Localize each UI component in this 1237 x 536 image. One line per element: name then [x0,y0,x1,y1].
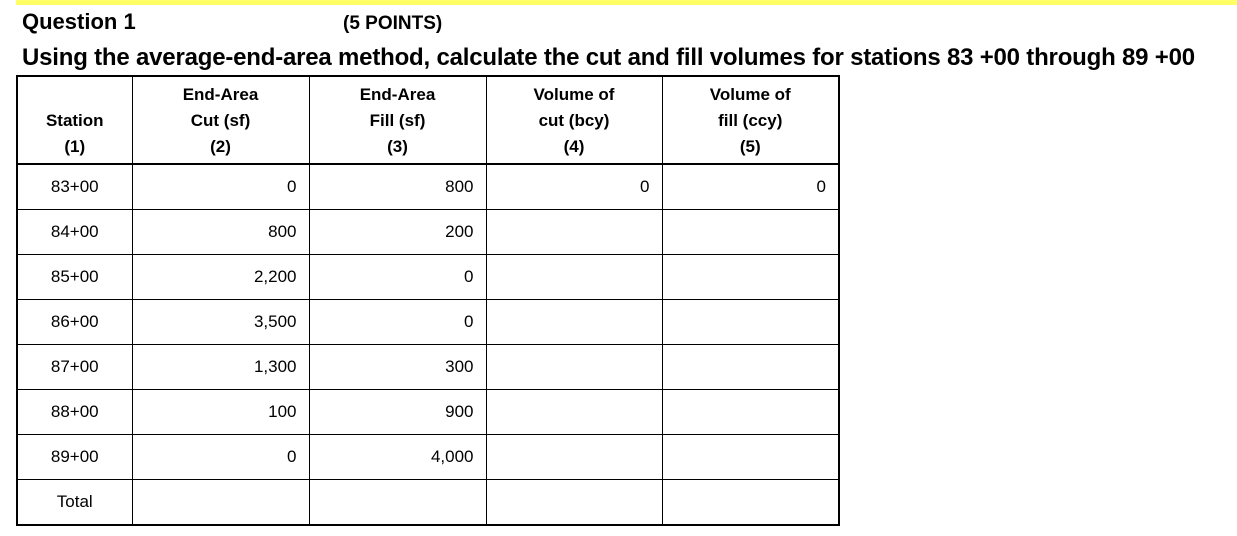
station-cell: 83+00 [17,164,132,210]
volume-cut-cell [486,300,662,345]
header-fill-area [309,76,486,164]
table-row [17,210,839,255]
station-cell: 84+00 [17,210,132,255]
volume-fill-cell [662,210,839,255]
cut-area-cell: 100 [132,390,309,435]
total-label: Total [17,480,132,526]
header-station-line-2: (1) [64,137,86,156]
cut-area-cell: 1,300 [132,345,309,390]
question-title: Question 1 [22,9,136,34]
question-instruction: Using the average-end-area method, calculate the cut and fill volumes for stations 83 +00 through 89 +00 [22,44,1195,71]
volume-fill-cell [662,300,839,345]
volume-fill-cell [662,435,839,480]
header-volume-cut [486,76,662,164]
header-cut-area-line-2: Cut (sf) [190,111,251,130]
cut-area-cell: 3,500 [132,300,309,345]
header-station [17,76,132,164]
volume-cut-cell [486,390,662,435]
total-row [17,480,839,526]
header-volume-fill [662,76,839,164]
header-station-line-1: Station [45,111,104,130]
fill-area-cell: 0 [309,255,486,300]
fill-area-cell: 0 [309,300,486,345]
table-row [17,345,839,390]
total-cut-area-cell [132,480,309,526]
station-cell: 89+00 [17,435,132,480]
cut-area-cell: 2,200 [132,255,309,300]
cut-area-cell: 0 [132,164,309,210]
volume-table [16,75,840,526]
header-volume-cut-line-2: cut (bcy) [538,111,610,130]
total-volume-cut-cell [486,480,662,526]
header-volume-fill-line-1: Volume of [709,85,791,104]
cut-area-cell: 0 [132,435,309,480]
volume-fill-cell [662,255,839,300]
header-volume-cut-line-3: (4) [563,137,585,156]
table-row [17,435,839,480]
header-volume-fill-line-2: fill (ccy) [718,111,783,130]
table-header-row [17,76,839,164]
total-fill-area-cell [309,480,486,526]
total-volume-fill-cell [662,480,839,526]
volume-cut-cell: 0 [486,164,662,210]
table-row [17,300,839,345]
fill-area-cell: 800 [309,164,486,210]
station-cell: 87+00 [17,345,132,390]
highlight-bar [16,0,1237,5]
cut-area-cell: 800 [132,210,309,255]
fill-area-cell: 4,000 [309,435,486,480]
header-volume-cut-line-1: Volume of [533,85,615,104]
table-row [17,255,839,300]
fill-area-cell: 300 [309,345,486,390]
header-cut-area-line-1: End-Area [182,85,259,104]
header-volume-fill-line-3: (5) [739,137,761,156]
header-fill-area-line-2: Fill (sf) [369,111,426,130]
station-cell: 86+00 [17,300,132,345]
volume-fill-cell: 0 [662,164,839,210]
station-cell: 88+00 [17,390,132,435]
header-cut-area [132,76,309,164]
header-fill-area-line-3: (3) [387,137,408,156]
table-row [17,164,839,210]
table-row [17,390,839,435]
volume-fill-cell [662,390,839,435]
station-cell: 85+00 [17,255,132,300]
volume-cut-cell [486,345,662,390]
volume-cut-cell [486,435,662,480]
volume-cut-cell [486,255,662,300]
question-points: (5 POINTS) [343,13,443,34]
volume-cut-cell [486,210,662,255]
header-cut-area-line-3: (2) [210,137,231,156]
fill-area-cell: 900 [309,390,486,435]
fill-area-cell: 200 [309,210,486,255]
volume-fill-cell [662,345,839,390]
header-fill-area-line-1: End-Area [359,85,436,104]
